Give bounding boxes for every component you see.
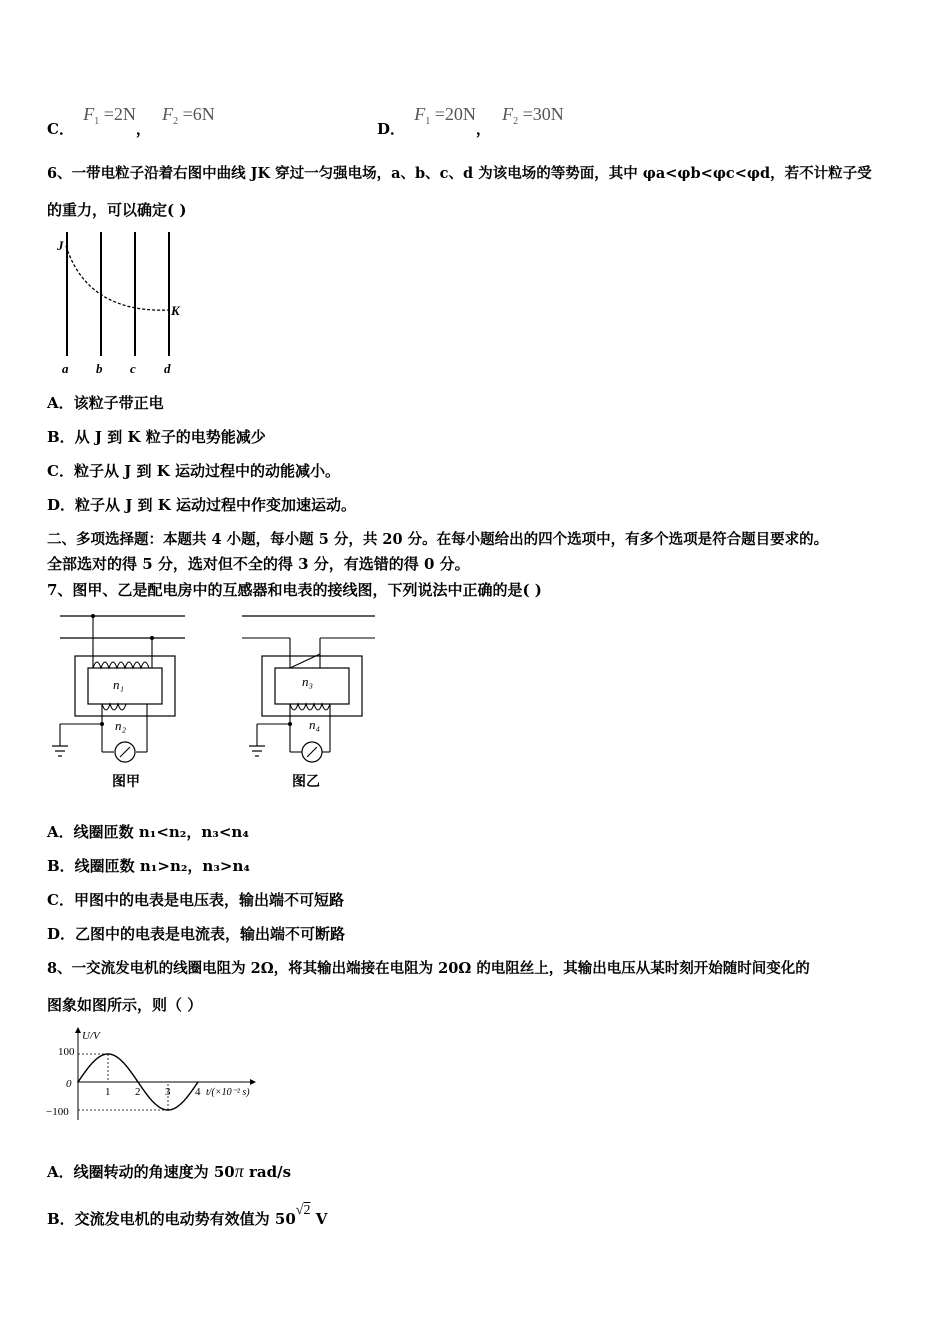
x-tick-label: 2 [135,1086,141,1098]
label-k: K [171,303,180,318]
option-label: C． [47,120,74,138]
data-point [137,1081,139,1083]
option-label: D． [377,120,406,138]
q7-stem: 7、图甲、乙是配电房中的互感器和电表的接线图，下列说法中正确的是( ) [47,581,542,599]
label-j: J [57,238,64,253]
x-tick-label: 1 [105,1086,111,1098]
q7-option-d: D．乙图中的电表是电流表，输出端不可断路 [47,925,346,943]
pi-symbol: π [234,1161,244,1181]
label-c: c [130,361,136,376]
x-tick-label: 4 [195,1086,201,1098]
q6-stem-line-2: 的重力，可以确定( ) [47,201,187,219]
label-a: a [62,361,69,376]
formula-f1: $F_1 =2N$ [83,104,136,127]
section2-line-1: 二、多项选择题：本题共 4 小题，每小题 5 分，共 20 分。在每小题给出的四个选项中，有多个选项是符合题目要求的。 [47,531,829,548]
q8-option-a: A．线圈转动的角速度为 50π rad/s [47,1161,292,1181]
y-tick-0: 0 [66,1078,72,1090]
data-point [77,1081,79,1083]
q7-option-a: A．线圈匝数 n₁<n₂，n₃<n₄ [47,823,249,841]
q6-option-a: A．该粒子带正电 [47,394,164,412]
label-n3: n₃ [302,674,314,689]
q5-option-d: D． $F_1 =20N$， $F_2 =30N$ [377,104,564,138]
q6-option-c: C．粒子从 J 到 K 运动过程中的动能减小。 [47,462,340,480]
label-b: b [96,361,103,376]
caption-yi: 图乙 [292,775,320,790]
x-axis-label: t/(×10⁻² s) [206,1087,250,1098]
q6-stem-line-1: 6、一带电粒子沿着右图中曲线 JK 穿过一匀强电场，a、b、c、d 为该电场的等势面，其中 φa<φb<φc<φd，若不计粒子受 [47,165,872,182]
ac-voltage-chart [42,1025,282,1125]
formula-f2: $F_2 =30N$ [502,104,564,127]
x-tick-label: 3 [165,1086,171,1098]
q8-stem-line-2: 图象如图所示，则（ ） [47,996,203,1014]
label-n1: n₁ [113,677,125,692]
label-n4: n₄ [309,717,321,732]
q6-option-d: D．粒子从 J 到 K 运动过程中作变加速运动。 [47,496,357,514]
y-tick-100: 100 [58,1046,75,1058]
q7-option-c: C．甲图中的电表是电压表，输出端不可短路 [47,891,344,909]
section2-line-2: 全部选对的得 5 分，选对但不全的得 3 分，有选错的得 0 分。 [47,555,470,573]
q6-option-b: B．从 J 到 K 粒子的电势能减少 [47,428,266,446]
q7-option-b: B．线圈匝数 n₁>n₂，n₃>n₄ [47,857,250,875]
data-point [197,1081,199,1083]
formula-f1: $F_1 =20N$ [414,104,476,127]
y-axis-label: U/V [82,1030,100,1042]
transformer-figure [50,606,390,796]
caption-jia: 图甲 [112,775,140,790]
sqrt-symbol: √2 [295,1203,311,1218]
y-tick-neg100: −100 [46,1106,69,1118]
trajectory-jk [66,246,169,310]
q5-option-c: C． $F_1 =2N$， $F_2 =6N$ [47,104,215,138]
figure-jia [52,614,185,790]
label-n2: n₂ [115,718,127,733]
figure-yi [242,616,375,790]
equipotential-figure [52,228,202,378]
formula-f2: $F_2 =6N$ [162,104,215,127]
q8-stem-line-1: 8、一交流发电机的线圈电阻为 2Ω，将其输出端接在电阻为 20Ω 的电阻丝上，其输出电压从某时刻开始随时间变化的 [47,960,810,977]
q8-option-b: B．交流发电机的电动势有效值为 50√2 V [47,1203,328,1228]
label-d: d [164,361,171,376]
